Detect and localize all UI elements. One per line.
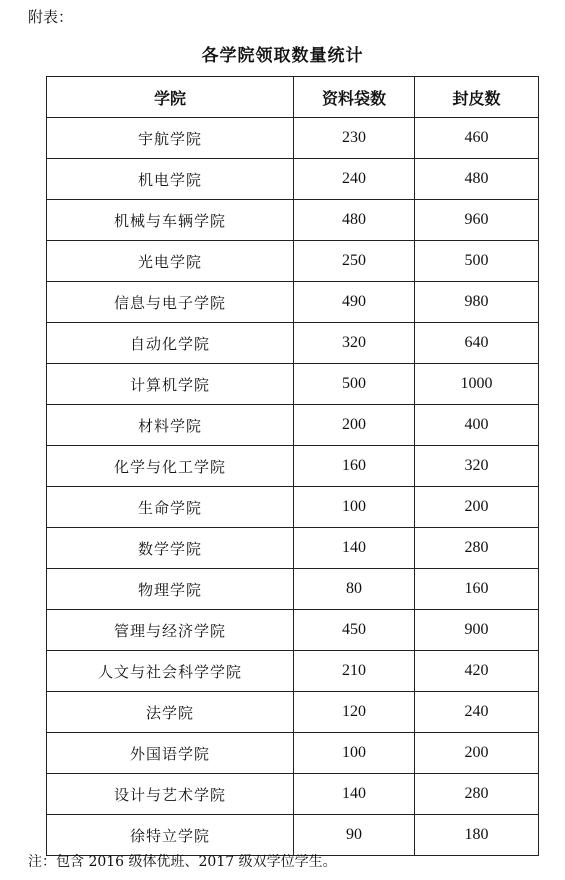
table-row <box>47 487 539 528</box>
footnote: 注：包含 2016 级体优班、2017 级双学位学生。 <box>28 854 337 870</box>
bags-count-cell: 140 <box>294 528 415 569</box>
covers-count-cell: 200 <box>415 487 539 528</box>
college-cell: 法学院 <box>47 692 294 733</box>
table-row <box>47 364 539 405</box>
bags-count-cell: 230 <box>294 118 415 159</box>
table-row <box>47 692 539 733</box>
bags-count-cell: 240 <box>294 159 415 200</box>
college-cell: 机械与车辆学院 <box>47 200 294 241</box>
covers-count-cell: 400 <box>415 405 539 446</box>
college-cell: 物理学院 <box>47 569 294 610</box>
covers-count-cell: 640 <box>415 323 539 364</box>
bags-count-cell: 320 <box>294 323 415 364</box>
column-header-college: 学院 <box>47 77 294 118</box>
covers-count-cell: 280 <box>415 528 539 569</box>
table-header-row <box>47 77 539 118</box>
college-cell: 计算机学院 <box>47 364 294 405</box>
bags-count-cell: 500 <box>294 364 415 405</box>
college-cell: 外国语学院 <box>47 733 294 774</box>
college-cell: 机电学院 <box>47 159 294 200</box>
table-row <box>47 405 539 446</box>
covers-count-cell: 420 <box>415 651 539 692</box>
college-cell: 光电学院 <box>47 241 294 282</box>
page-title: 各学院领取数量统计 <box>201 46 364 66</box>
covers-count-cell: 480 <box>415 159 539 200</box>
column-header-bags: 资料袋数 <box>294 77 415 118</box>
covers-count-cell: 980 <box>415 282 539 323</box>
bags-count-cell: 90 <box>294 815 415 856</box>
table-row <box>47 323 539 364</box>
table-row <box>47 774 539 815</box>
bags-count-cell: 200 <box>294 405 415 446</box>
covers-count-cell: 240 <box>415 692 539 733</box>
college-cell: 数学学院 <box>47 528 294 569</box>
college-cell: 生命学院 <box>47 487 294 528</box>
college-cell: 管理与经济学院 <box>47 610 294 651</box>
college-cell: 设计与艺术学院 <box>47 774 294 815</box>
college-cell: 自动化学院 <box>47 323 294 364</box>
college-cell: 材料学院 <box>47 405 294 446</box>
statistics-table <box>46 76 539 856</box>
bags-count-cell: 100 <box>294 733 415 774</box>
college-cell: 化学与化工学院 <box>47 446 294 487</box>
bags-count-cell: 450 <box>294 610 415 651</box>
covers-count-cell: 160 <box>415 569 539 610</box>
bags-count-cell: 210 <box>294 651 415 692</box>
bags-count-cell: 160 <box>294 446 415 487</box>
college-cell: 宇航学院 <box>47 118 294 159</box>
table-row <box>47 200 539 241</box>
appendix-label: 附表： <box>28 8 74 26</box>
bags-count-cell: 490 <box>294 282 415 323</box>
covers-count-cell: 460 <box>415 118 539 159</box>
table-row <box>47 282 539 323</box>
table-body <box>47 118 539 856</box>
covers-count-cell: 900 <box>415 610 539 651</box>
covers-count-cell: 1000 <box>415 364 539 405</box>
bags-count-cell: 100 <box>294 487 415 528</box>
table-row <box>47 733 539 774</box>
covers-count-cell: 960 <box>415 200 539 241</box>
college-cell: 信息与电子学院 <box>47 282 294 323</box>
table-row <box>47 569 539 610</box>
covers-count-cell: 320 <box>415 446 539 487</box>
table-row <box>47 159 539 200</box>
table-row <box>47 528 539 569</box>
college-cell: 人文与社会科学学院 <box>47 651 294 692</box>
bags-count-cell: 480 <box>294 200 415 241</box>
table-row <box>47 815 539 856</box>
table-row <box>47 610 539 651</box>
table-row <box>47 651 539 692</box>
bags-count-cell: 140 <box>294 774 415 815</box>
bags-count-cell: 250 <box>294 241 415 282</box>
table-row <box>47 446 539 487</box>
table-row <box>47 241 539 282</box>
covers-count-cell: 180 <box>415 815 539 856</box>
college-cell: 徐特立学院 <box>47 815 294 856</box>
covers-count-cell: 200 <box>415 733 539 774</box>
table-row <box>47 118 539 159</box>
covers-count-cell: 280 <box>415 774 539 815</box>
bags-count-cell: 80 <box>294 569 415 610</box>
column-header-covers: 封皮数 <box>415 77 539 118</box>
covers-count-cell: 500 <box>415 241 539 282</box>
bags-count-cell: 120 <box>294 692 415 733</box>
